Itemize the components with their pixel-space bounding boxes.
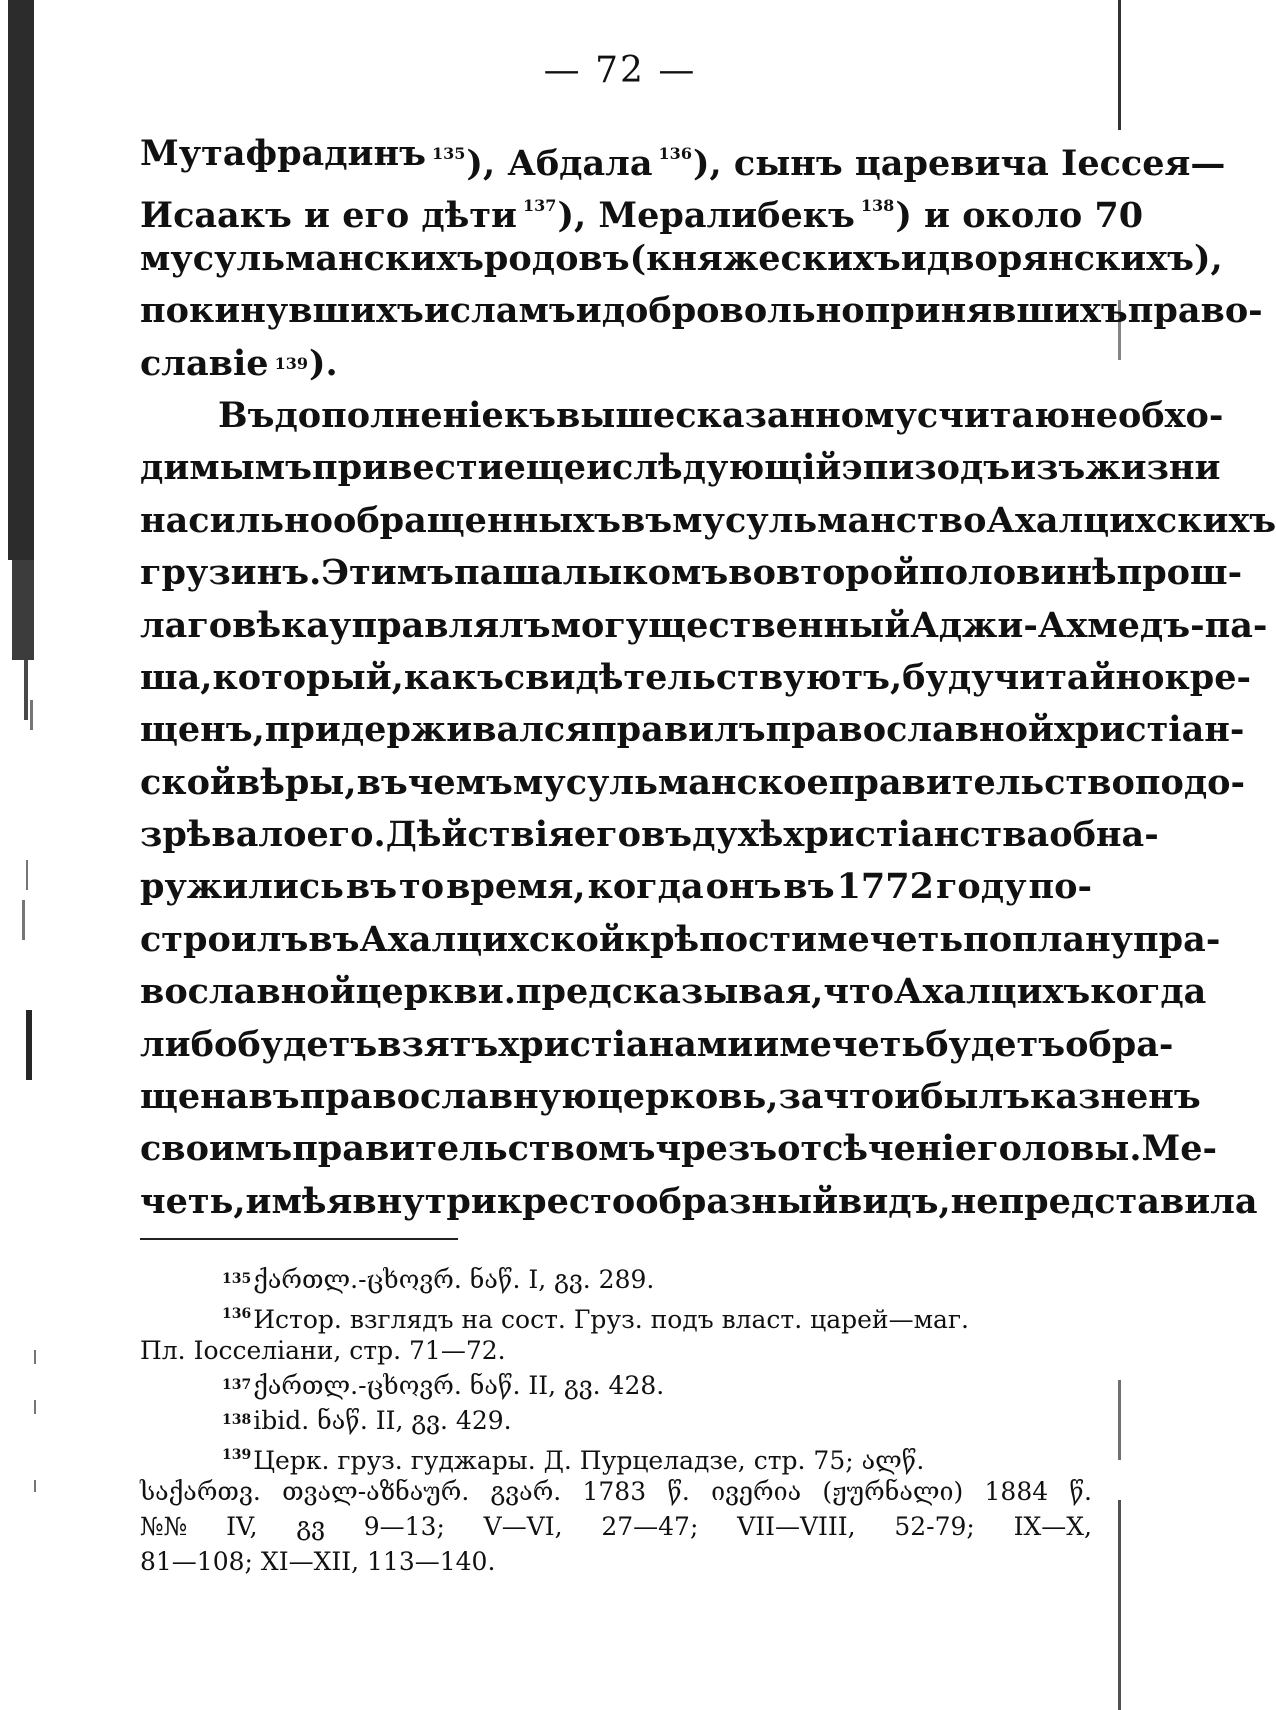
text-line: Мутафрадинъ $^{135}$), Абдала $^{136}$), сынъ царевича Іессея— xyxy=(140,133,1226,184)
footnote-136-cont: Пл. Іосселіани, стр. 71—72. xyxy=(140,1335,506,1365)
text-line: Въ дополненіе къ вышесказанному считаю необхо- xyxy=(218,394,1224,436)
text-line: насильно обращенныхъ въ мусульманство Ахалцихскихъ xyxy=(140,499,1276,541)
footnote-ref: 136 xyxy=(658,144,692,163)
footnote-ref: 137 xyxy=(523,196,557,216)
text-line: четь, имѣя внутри крестообразный видъ, непредставила xyxy=(140,1180,1258,1222)
footnote-139-cont: საქართვ. თვალ-აზნაურ. გვარ. 1783 წ. ივერია (ჟურნალი) 1884 წ. xyxy=(140,1476,1092,1506)
body-text xyxy=(140,128,1276,1228)
text-line: Исаакъ и его дѣти $^{137}$), Мералибекъ $^{138}$) и около 70 xyxy=(140,195,1144,237)
text-line: мусульманскихъ родовъ (княжескихъ и дворянскихъ), xyxy=(140,237,1223,279)
text-line: димымъ привести еще и слѣдующій эпизодъ изъ жизни xyxy=(140,447,1221,489)
text-line: щенъ, придерживался правилъ православной христіан- xyxy=(140,709,1245,751)
footnote-number: 136 xyxy=(222,1306,252,1323)
footnote-138: 138 ibid. ნაწ. II, გვ. 429. xyxy=(140,1403,1092,1438)
footnote-number: 135 xyxy=(222,1271,252,1287)
footnote-ref: 139 xyxy=(274,353,308,373)
paragraph-1 xyxy=(140,128,1263,390)
footnote-135: 135 ქართლ.-ცხოვრ. ნაწ. I, გვ. 289. xyxy=(140,1262,1092,1297)
text-line: ша, который, какъ свидѣтельствуютъ, будучи тайно кре- xyxy=(140,656,1252,698)
footnotes xyxy=(140,1262,1092,1580)
text-line: щена въ православную церковь, за что и былъ казненъ xyxy=(140,1076,1201,1118)
footnote-ref: 135 xyxy=(431,144,466,163)
text-line: ской вѣры, въ чемъ мусульманское правительство подо- xyxy=(140,761,1246,803)
text-line: славіе 139 ). xyxy=(140,338,1092,390)
footnote-139: $^{139}$Церк. груз. гуджары. Д. Пурцеладзе, стр. 75; ალწ. xyxy=(222,1446,925,1476)
text-line: лаго вѣка управлялъ могущественный Аджи-Ахмедъ-па- xyxy=(140,604,1268,646)
footnote-139-cont: 81—108; XI—XII, 113—140. xyxy=(140,1547,496,1577)
text-line: своимъ правительствомъ чрезъ отсѣченіе головы. Ме- xyxy=(140,1128,1218,1170)
text-line: грузинъ. Этимъ пашалыкомъ во второй половинѣ прош- xyxy=(140,552,1243,594)
page-number: — 72 — xyxy=(543,50,697,91)
text-line: либо будетъ взятъ христіанами и мечеть будетъ обра- xyxy=(140,1023,1174,1065)
text-line: вославной церкви. предсказывая, что Ахалцихъ когда xyxy=(140,971,1207,1013)
footnote-number: 138 xyxy=(222,1412,252,1429)
binding-edge-shadow xyxy=(0,0,40,1710)
text-line: зрѣвало его. Дѣйствія его въ духѣ христіанства обна- xyxy=(140,814,1159,856)
text-line: покинувшихъ исламъ и добровольно принявшихъ право- xyxy=(140,290,1263,332)
footnote-number: 139 xyxy=(222,1447,252,1464)
text-line: ружились въ то время, когда онъ въ 1772 году по- xyxy=(140,866,1092,908)
footnote-139-cont: №№ IV, გვ 9—13; V—VI, 27—47; VII—VIII, 52-79; IX—X, xyxy=(140,1512,1092,1542)
footnote-ref: 138 xyxy=(860,196,895,216)
footnote-137: 137 ქართლ.-ცხოვრ. ნაწ. II, გვ. 428. xyxy=(140,1368,1092,1403)
footnote-number: 137 xyxy=(222,1376,252,1393)
footnote-136: $^{136}$Истор. взглядъ на сост. Груз. подъ власт. царей—маг. xyxy=(222,1305,969,1335)
text-line: строилъ въ Ахалцихской крѣпости мечеть по плану пра- xyxy=(140,918,1221,960)
paragraph-2 xyxy=(140,390,1276,1228)
footnote-divider xyxy=(140,1238,458,1240)
